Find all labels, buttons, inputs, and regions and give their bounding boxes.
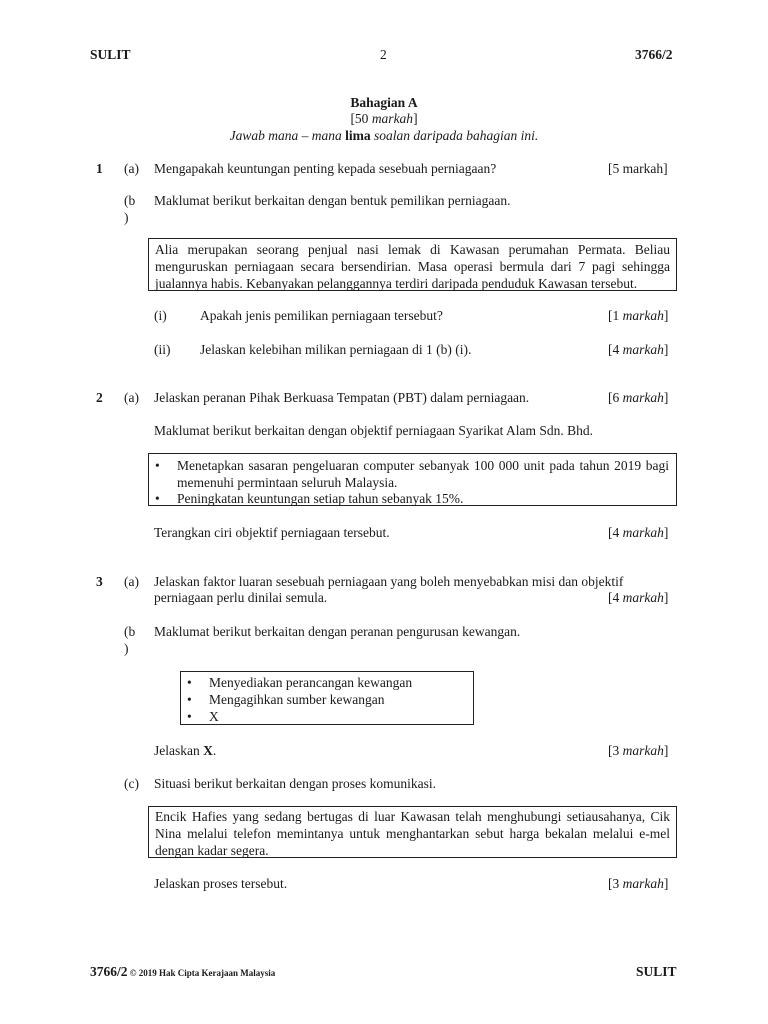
q1bi-marks: [1 markah]: [608, 308, 669, 323]
page-number: 2: [380, 47, 387, 62]
section-instruction: Jawab mana – mana lima soalan daripada bahagian ini.: [229, 128, 539, 143]
q2a-text: Jelaskan peranan Pihak Berkuasa Tempatan (PBT) dalam perniagaan.: [154, 390, 530, 405]
header-sulit: SULIT: [90, 47, 131, 62]
question-1-number: 1: [96, 161, 103, 176]
q1-info-box: [148, 238, 677, 291]
q2-bullet-2: Peningkatan keuntungan setiap tahun sebanyak 15%.: [177, 491, 464, 506]
q2-question-marks: [4 markah]: [608, 525, 669, 540]
bullet-icon: •: [155, 491, 160, 506]
q1bii-label: (ii): [154, 342, 171, 357]
q3c-marks: [3 markah]: [608, 876, 669, 891]
q3-bullet-2: Mengagihkan sumber kewangan: [209, 692, 385, 707]
q3a-label: (a): [124, 574, 139, 589]
q2a-marks: [6 markah]: [608, 390, 669, 405]
bullet-icon: •: [187, 675, 192, 690]
q1bi-text: Apakah jenis pemilikan perniagaan tersebut?: [200, 308, 443, 323]
question-2-number: 2: [96, 390, 103, 405]
bullet-icon: •: [187, 692, 192, 707]
q3a-text-line2: perniagaan perlu dinilai semula.: [154, 590, 328, 605]
q3a-marks: [4 markah]: [608, 590, 669, 605]
q3c-label: (c): [124, 776, 139, 791]
q3c-text: Situasi berikut berkaitan dengan proses komunikasi.: [154, 776, 436, 791]
footer-sulit: SULIT: [636, 964, 677, 979]
q2-question-text: Terangkan ciri objektif perniagaan tersebut.: [154, 525, 390, 540]
section-title: Bahagian A: [350, 95, 418, 110]
q3b-text: Maklumat berikut berkaitan dengan peranan pengurusan kewangan.: [154, 624, 521, 639]
q3c-situation-text: Encik Hafies yang sedang bertugas di luar Kawasan telah menghubungi setiausahanya, Cik Nina melalui telefon memintanya untuk menghantarkan sebut harga bekalan melalui e-mel dengan kadar segera.: [155, 809, 670, 858]
q3b-marks: [3 markah]: [608, 743, 669, 758]
section-marks: [50 markah]: [350, 111, 418, 126]
q3c-question: Jelaskan proses tersebut.: [154, 876, 288, 891]
q3c-situation-box: [148, 806, 677, 858]
q3a-text-line1: Jelaskan faktor luaran sesebuah perniagaan yang boleh menyebabkan misi dan objektif: [154, 574, 624, 589]
footer-copyright: 3766/2 © 2019 Hak Cipta Kerajaan Malaysia: [90, 964, 276, 979]
q3-finance-box: [180, 671, 474, 725]
q2-bullet-1: Menetapkan sasaran pengeluaran computer sebanyak 100 000 unit pada tahun 2019 bagi memenuhi permintaan seluruh Malaysia.: [177, 458, 669, 490]
q2a-label: (a): [124, 390, 139, 405]
header-code: 3766/2: [635, 47, 673, 62]
q3-bullet-1: Menyediakan perancangan kewangan: [209, 675, 413, 690]
q3-bullet-3: X: [209, 709, 219, 724]
q1b-label: (b ): [124, 193, 136, 225]
q1bii-marks: [4 markah]: [608, 342, 669, 357]
q1a-label: (a): [124, 161, 139, 176]
q1bii-text: Jelaskan kelebihan milikan perniagaan di 1 (b) (i).: [200, 342, 472, 357]
bullet-icon: •: [187, 709, 192, 724]
bullet-icon: •: [155, 458, 160, 473]
q1a-marks: [5 markah]: [608, 161, 668, 176]
q1bi-label: (i): [154, 308, 167, 323]
q3b-question: Jelaskan X.: [154, 743, 217, 758]
q2-info-text: Maklumat berikut berkaitan dengan objektif perniagaan Syarikat Alam Sdn. Bhd.: [154, 423, 594, 438]
q1b-text: Maklumat berikut berkaitan dengan bentuk pemilikan perniagaan.: [154, 193, 511, 208]
q2-objectives-box: [148, 453, 677, 506]
q3b-label: (b ): [124, 624, 136, 656]
q1-info-text: Alia merupakan seorang penjual nasi lemak di Kawasan perumahan Permata. Beliau menguruskan perniagaan secara bersendirian. Masa operasi bermula dari 7 pagi sehingga jualannya habis. Kebanyakan pelanggannya terdiri daripada penduduk Kawasan tersebut.: [155, 242, 670, 291]
question-3-number: 3: [96, 574, 103, 589]
q1a-text: Mengapakah keuntungan penting kepada sesebuah perniagaan?: [154, 161, 497, 176]
